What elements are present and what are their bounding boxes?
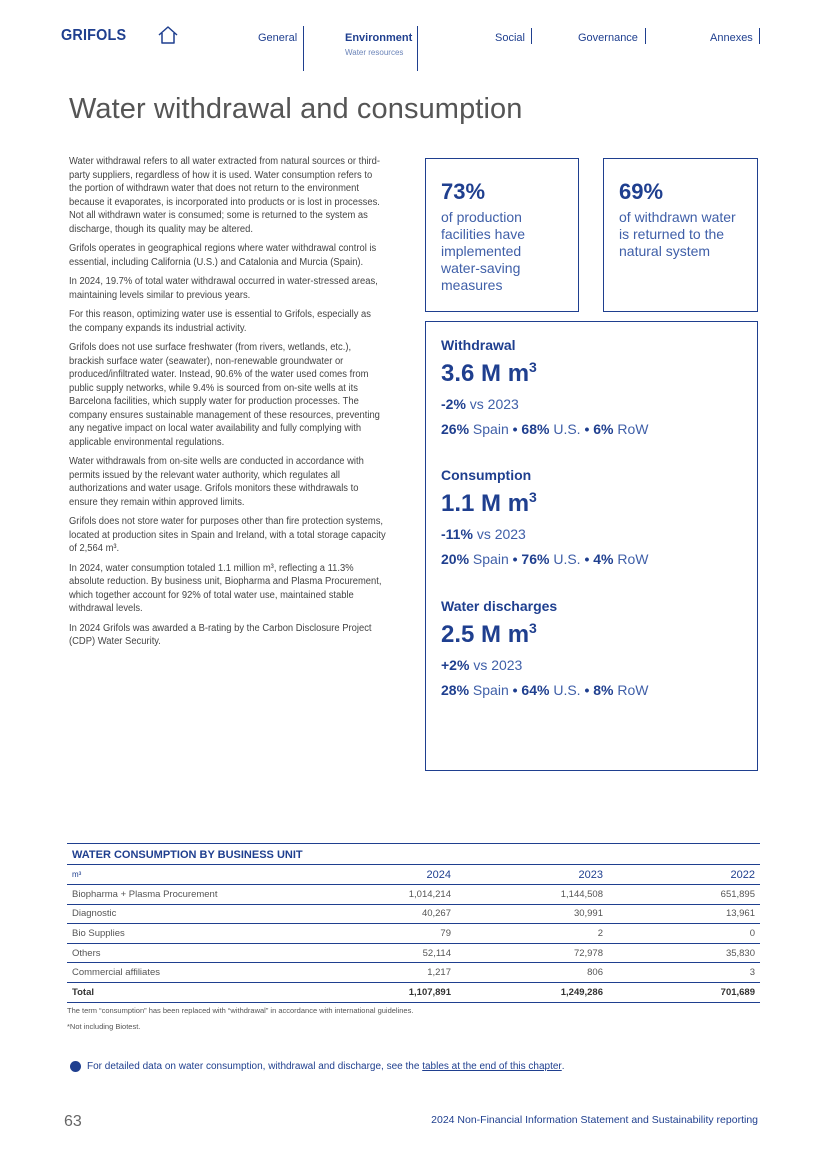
row-label: Biopharma + Plasma Procurement bbox=[67, 885, 304, 905]
table-unit: m³ bbox=[67, 865, 304, 885]
cell: 1,144,508 bbox=[456, 885, 608, 905]
note-text: For detailed data on water consumption, withdrawal and discharge, see the bbox=[87, 1061, 420, 1072]
cell: 35,830 bbox=[608, 943, 760, 963]
cell: 79 bbox=[304, 924, 456, 944]
cell: 30,991 bbox=[456, 904, 608, 924]
metric-value: 3.6 M $m^3$ bbox=[441, 359, 537, 387]
table-year: 2022 bbox=[608, 865, 760, 885]
paragraph: Grifols does not use surface freshwater (from rivers, wetlands, etc.), brackish surface water (seawater), non-renewable groundwater or produced/infiltrated water. Instead, 90.6% of the water used comes from public supply networks, while 9.4% is sourced from on-site wells at its Barcelona facilities, which supply water for production processes. The company ensures sustainable management of these resources, preventing any negative impact on local water availability and fully complying with applicable environmental regulations. bbox=[69, 342, 380, 448]
home-icon[interactable] bbox=[157, 25, 179, 45]
nav-social[interactable]: Social bbox=[495, 32, 525, 44]
footer-title: 2024 Non-Financial Information Statement and Sustainability reporting bbox=[431, 1114, 758, 1126]
table-row bbox=[67, 963, 760, 983]
metric-change: -11% vs 2023 bbox=[441, 526, 526, 542]
metric-title: Water discharges bbox=[441, 598, 558, 614]
metric-value: 1.1 M $m^3$ bbox=[441, 489, 537, 517]
cell: 72,978 bbox=[456, 943, 608, 963]
row-label: Diagnostic bbox=[67, 904, 304, 924]
nav-annexes[interactable]: Annexes bbox=[710, 32, 753, 44]
row-label: Bio Supplies bbox=[67, 924, 304, 944]
cell: 701,689 bbox=[608, 983, 760, 1003]
cell: 52,114 bbox=[304, 943, 456, 963]
paragraph: Grifols operates in geographical regions where water withdrawal control is essential, including California (U.S.) and Catalonia and Murcia (Spain). bbox=[69, 243, 377, 268]
nav-divider bbox=[645, 28, 646, 44]
table-title: WATER CONSUMPTION BY BUSINESS UNIT bbox=[67, 843, 760, 865]
chapter-tables-note bbox=[70, 1061, 565, 1072]
stat-text: of withdrawn water is returned to the natural system bbox=[619, 209, 736, 259]
paragraph: Water withdrawals from on-site wells are conducted in accordance with permits issued by the relevant water authority, which regulates all authorizations and water usage. Grifols monitors these withdrawals to ensure they remain within approved limits. bbox=[69, 456, 364, 508]
nav-divider bbox=[417, 26, 418, 71]
stat-box-water-returned bbox=[603, 158, 758, 312]
cell: 40,267 bbox=[304, 904, 456, 924]
paragraph: Water withdrawal refers to all water extracted from natural sources or third-party suppliers, regardless of how it is used. Water consumption refers to the portion of withdrawn water that does not return to the environment because it evaporates, is incorporated into products or is lost in processes. Not all withdrawn water is consumed; some is returned to the system as discharge, though its quality may be altered. bbox=[69, 156, 381, 235]
row-label: Total bbox=[67, 983, 304, 1003]
metric-change: +2% vs 2023 bbox=[441, 657, 523, 673]
table-year: 2023 bbox=[456, 865, 608, 885]
metric-value: 2.5 M $m^3$ bbox=[441, 620, 537, 648]
bullet-icon bbox=[70, 1061, 81, 1072]
page-number: 63 bbox=[64, 1113, 82, 1130]
note-end: . bbox=[561, 1061, 565, 1072]
table-year: 2024 bbox=[304, 865, 456, 885]
footnote: The term “consumption” has been replaced with “withdrawal” in accordance with international guidelines. bbox=[67, 1006, 414, 1015]
page-title: Water withdrawal and consumption bbox=[69, 93, 523, 125]
cell: 0 bbox=[608, 924, 760, 944]
cell: 1,249,286 bbox=[456, 983, 608, 1003]
row-label: Others bbox=[67, 943, 304, 963]
cell: 2 bbox=[456, 924, 608, 944]
footnote: *Not including Biotest. bbox=[67, 1022, 141, 1031]
stat-text: of production facilities have implemented water-saving measures bbox=[441, 209, 526, 293]
stat-value: 73% bbox=[441, 179, 486, 204]
stat-box-production-facilities bbox=[425, 158, 579, 312]
paragraph: In 2024 Grifols was awarded a B-rating by the Carbon Disclosure Project (CDP) Water Security. bbox=[69, 622, 372, 647]
table-row bbox=[67, 904, 760, 924]
grifols-logo[interactable]: GRIFOLS bbox=[61, 27, 127, 44]
metric-discharges bbox=[441, 598, 649, 698]
table-row bbox=[67, 943, 760, 963]
nav-general[interactable]: General bbox=[258, 32, 298, 44]
metric-title: Withdrawal bbox=[441, 337, 516, 353]
metric-title: Consumption bbox=[441, 467, 532, 483]
paragraph: In 2024, water consumption totaled 1.1 million m³, reflecting a 11.3% absolute reduction. By business unit, Biopharma and Plasma Procurement, which together account for 92% of total water use, maintained stable withdrawal levels. bbox=[69, 562, 382, 614]
cell: 3 bbox=[608, 963, 760, 983]
water-consumption-table bbox=[67, 843, 760, 1003]
nav-divider bbox=[531, 28, 532, 44]
metric-split: 28% Spain • 64% U.S. • 8% RoW bbox=[441, 682, 649, 698]
cell: 1,107,891 bbox=[304, 983, 456, 1003]
metric-split: 20% Spain • 76% U.S. • 4% RoW bbox=[441, 551, 649, 567]
tables-link[interactable]: tables at the end of this chapter bbox=[422, 1061, 562, 1072]
paragraph: Grifols does not store water for purposes other than fire protection systems, located at production sites in Spain and Ireland, with a total storage capacity of 2,564 m³. bbox=[69, 516, 386, 554]
metric-withdrawal bbox=[441, 337, 649, 437]
cell: 651,895 bbox=[608, 885, 760, 905]
table-total-row bbox=[67, 983, 760, 1003]
cell: 806 bbox=[456, 963, 608, 983]
cell: 13,961 bbox=[608, 904, 760, 924]
cell: 1,217 bbox=[304, 963, 456, 983]
row-label: Commercial affiliates bbox=[67, 963, 304, 983]
paragraph: For this reason, optimizing water use is essential to Grifols, especially as the company expands its industrial activity. bbox=[69, 309, 371, 334]
stat-value: 69% bbox=[619, 179, 664, 204]
metric-consumption bbox=[441, 467, 649, 567]
metric-split: 26% Spain • 68% U.S. • 6% RoW bbox=[441, 421, 649, 437]
paragraph: In 2024, 19.7% of total water withdrawal occurred in water-stressed areas, maintaining levels similar to previous years. bbox=[69, 276, 378, 301]
nav-environment-sub[interactable]: Water resources bbox=[345, 48, 404, 57]
table-row bbox=[67, 924, 760, 944]
nav-governance[interactable]: Governance bbox=[578, 32, 638, 44]
body-text bbox=[69, 155, 386, 655]
metric-change: -2% vs 2023 bbox=[441, 396, 519, 412]
nav-environment[interactable]: Environment bbox=[345, 32, 413, 44]
table-header-row bbox=[67, 865, 760, 885]
nav-divider bbox=[759, 28, 760, 44]
nav-divider bbox=[303, 26, 304, 71]
cell: 1,014,214 bbox=[304, 885, 456, 905]
table-row bbox=[67, 885, 760, 905]
